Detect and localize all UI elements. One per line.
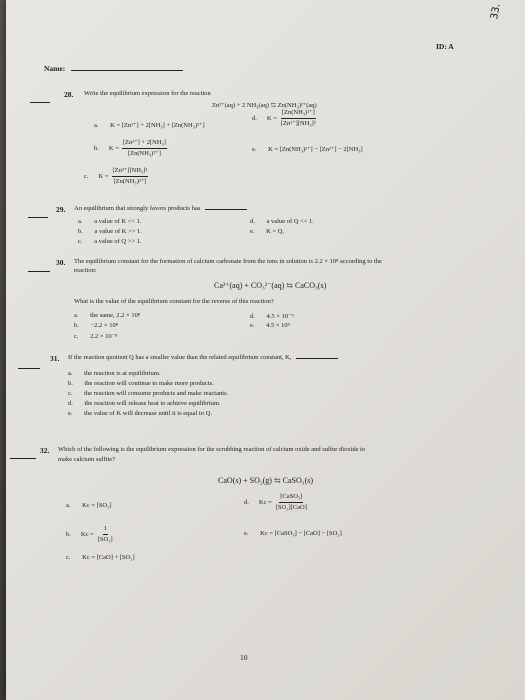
q31-option-b[interactable] bbox=[68, 380, 214, 387]
q29-a-text: a value of K << 1. bbox=[94, 218, 142, 225]
q29-option-a[interactable] bbox=[78, 218, 142, 225]
q29-option-e[interactable] bbox=[250, 228, 284, 235]
q30-option-a[interactable] bbox=[74, 312, 140, 319]
q32-option-d[interactable] bbox=[244, 492, 308, 513]
q32-b-numerator: 1 bbox=[103, 524, 108, 535]
q28-c-numerator: [Zn²⁺][NH₃]² bbox=[112, 166, 149, 177]
q29-option-d[interactable] bbox=[250, 218, 314, 225]
name-field[interactable] bbox=[71, 70, 183, 71]
q30-d-text: 4.5 × 10⁻⁹ bbox=[266, 313, 294, 320]
q28-c-fraction bbox=[112, 166, 149, 187]
q32-b-letter: b. bbox=[66, 531, 71, 538]
q28-b-denominator: [Zn(NH₃)²⁺] bbox=[127, 150, 161, 157]
q32-prompt-line1: Which of the following is the equilibrium expression for the scrubbing reaction of calcium oxide and sulfur dioxide to bbox=[58, 446, 366, 453]
q29-inline-blank[interactable] bbox=[205, 209, 247, 210]
q29-d-text: a value of Q << 1. bbox=[266, 218, 314, 225]
q30-c-text: 2.2 × 10⁻⁸ bbox=[90, 333, 118, 340]
q28-option-d[interactable] bbox=[252, 108, 317, 129]
q32-option-b[interactable] bbox=[66, 524, 114, 545]
q28-option-b[interactable] bbox=[94, 138, 167, 159]
q31-answer-blank[interactable] bbox=[18, 362, 40, 371]
q32-d-numerator: [CaSO₃] bbox=[279, 492, 303, 503]
q31-option-d[interactable] bbox=[68, 400, 221, 407]
q28-b-fraction bbox=[122, 138, 167, 159]
q30-option-e[interactable] bbox=[250, 322, 290, 329]
q29-b-text: a value of K >> 1. bbox=[94, 228, 142, 235]
q30-d-letter: d. bbox=[250, 313, 255, 320]
q28-a-letter: a. bbox=[94, 122, 99, 129]
q30-answer-blank[interactable] bbox=[28, 265, 50, 274]
q31-option-e[interactable] bbox=[68, 410, 212, 417]
q29-a-letter: a. bbox=[78, 218, 83, 225]
q28-d-numerator: [Zn(NH₃)²⁺] bbox=[281, 108, 316, 119]
q32-b-fraction bbox=[97, 524, 114, 545]
q31-c-text: the reaction will consume products and make reactants. bbox=[84, 390, 229, 397]
q28-d-k: K = bbox=[266, 115, 277, 122]
q29-b-letter: b. bbox=[78, 228, 83, 235]
q32-c-text: Kc = [CaO] + [SO₂] bbox=[82, 554, 135, 561]
q30-prompt-line1: The equilibrium constant for the formation of calcium carbonate from the ions in solution is 2.2 × 10⁸ according to the bbox=[74, 258, 382, 265]
q32-a-letter: a. bbox=[66, 502, 71, 509]
q31-e-text: the value of K will decrease until it is equal to Q. bbox=[84, 410, 212, 417]
q30-question: What is the value of the equilibrium constant for the reverse of this reaction? bbox=[74, 298, 274, 305]
q30-e-text: 4.5 × 10⁹ bbox=[266, 322, 290, 329]
q30-a-text: the same, 2.2 × 10⁸ bbox=[90, 312, 141, 319]
q31-b-text: the reaction will continue to make more products. bbox=[84, 380, 214, 387]
q28-prompt: Write the equilibrium expression for the reaction bbox=[84, 90, 211, 97]
q32-e-letter: e. bbox=[244, 530, 249, 537]
q30-b-text: −2.2 × 10⁸ bbox=[90, 322, 118, 329]
q30-reaction: Ca²⁺(aq) + CO₃²⁻(aq) ⇆ CaCO₃(s) bbox=[214, 281, 327, 290]
q31-d-text: the reaction will release heat to achieve equilibrium. bbox=[84, 400, 221, 407]
q28-b-numerator: [Zn²⁺] + 2[NH₃] bbox=[122, 138, 167, 149]
id-label: ID: A bbox=[436, 42, 454, 51]
q28-c-k: K = bbox=[98, 173, 109, 180]
q28-c-denominator: [Zn(NH₃)²⁺] bbox=[113, 178, 147, 185]
q28-b-letter: b. bbox=[94, 145, 99, 152]
q32-a-text: Kc = [SO₂] bbox=[82, 502, 112, 509]
q32-d-fraction bbox=[275, 492, 308, 513]
q32-d-denominator: [SO₂][CaO] bbox=[275, 504, 307, 511]
q32-answer-blank[interactable] bbox=[10, 452, 36, 461]
q29-prompt-text: An equilibrium that strongly favors products has bbox=[74, 205, 201, 212]
q32-d-k: Kc = bbox=[258, 499, 272, 506]
q30-option-c[interactable] bbox=[74, 332, 117, 340]
q32-c-letter: c. bbox=[66, 554, 71, 561]
q28-c-letter: c. bbox=[84, 173, 89, 180]
q30-c-letter: c. bbox=[74, 333, 79, 340]
q28-d-denominator: [Zn²⁺][NH₃]² bbox=[280, 120, 316, 127]
q31-e-letter: e. bbox=[68, 410, 73, 417]
q28-option-c[interactable] bbox=[84, 166, 148, 187]
q31-number: 31. bbox=[50, 354, 60, 363]
page-number-handwritten: 33. bbox=[489, 2, 503, 21]
q32-option-c[interactable] bbox=[66, 554, 135, 561]
q28-reaction: Zn²⁺(aq) + 2 NH₃(aq) ⇆ Zn(NH₃)²⁺(aq) bbox=[212, 102, 317, 109]
q31-b-letter: b. bbox=[68, 380, 73, 387]
q28-b-k: K = bbox=[108, 145, 119, 152]
q29-d-letter: d. bbox=[250, 218, 255, 225]
q28-option-e[interactable] bbox=[252, 145, 363, 153]
q29-option-c[interactable] bbox=[78, 238, 142, 245]
q31-d-letter: d. bbox=[68, 400, 73, 407]
q32-e-text: Kc = [CaSO₃] − [CaO] − [SO₂] bbox=[260, 530, 342, 537]
worksheet-page bbox=[6, 0, 525, 700]
q29-number: 29. bbox=[56, 205, 66, 214]
q29-e-letter: e. bbox=[250, 228, 255, 235]
q30-option-d[interactable] bbox=[250, 312, 294, 320]
q32-d-letter: d. bbox=[244, 499, 249, 506]
q30-b-letter: b. bbox=[74, 322, 79, 329]
q29-c-letter: c. bbox=[78, 238, 83, 245]
q31-option-a[interactable] bbox=[68, 370, 161, 377]
q29-answer-blank[interactable] bbox=[28, 211, 48, 220]
q28-e-letter: e. bbox=[252, 146, 257, 153]
q28-a-text: K = [Zn²⁺] + 2[NH₃] + [Zn(NH₃)²⁺] bbox=[110, 122, 205, 129]
q32-b-k: Kc = bbox=[80, 531, 94, 538]
footer-page-number: 10 bbox=[240, 653, 248, 662]
q32-option-a[interactable] bbox=[66, 502, 112, 509]
q31-a-letter: a. bbox=[68, 370, 73, 377]
q31-c-letter: c. bbox=[68, 390, 73, 397]
q29-e-text: K = Q. bbox=[266, 228, 285, 235]
q31-prompt bbox=[68, 354, 338, 361]
q28-d-fraction bbox=[280, 108, 317, 129]
q28-number: 28. bbox=[64, 90, 74, 99]
q32-prompt-line2: make calcium sulfite? bbox=[58, 456, 116, 463]
q31-a-text: the reaction is at equilibrium. bbox=[84, 370, 161, 377]
q29-prompt bbox=[74, 205, 247, 212]
q29-option-b[interactable] bbox=[78, 228, 142, 235]
q28-d-letter: d. bbox=[252, 115, 257, 122]
q32-number: 32. bbox=[40, 446, 50, 455]
name-label bbox=[44, 64, 183, 73]
name-label-text: Name: bbox=[44, 64, 66, 73]
q30-prompt-line2: reaction: bbox=[74, 267, 97, 274]
q28-answer-blank[interactable] bbox=[30, 96, 50, 105]
q30-a-letter: a. bbox=[74, 312, 79, 319]
q29-c-text: a value of Q >> 1. bbox=[94, 238, 142, 245]
q31-prompt-text: If the reaction quotient Q has a smaller value than the related equilibrium constant, K, bbox=[68, 354, 292, 361]
q31-option-c[interactable] bbox=[68, 390, 228, 397]
q28-e-text: K = [Zn(NH₃)²⁺] − [Zn²⁺] − 2[NH₃] bbox=[268, 146, 363, 153]
q30-number: 30. bbox=[56, 258, 66, 267]
q32-option-e[interactable] bbox=[244, 530, 342, 537]
q30-option-b[interactable] bbox=[74, 322, 118, 329]
q32-b-denominator: [SO₂] bbox=[97, 536, 113, 543]
q32-reaction: CaO(s) + SO₂(g) ⇆ CaSO₃(s) bbox=[218, 476, 314, 485]
q31-inline-blank[interactable] bbox=[296, 358, 338, 359]
q30-e-letter: e. bbox=[250, 322, 255, 329]
q28-option-a[interactable] bbox=[94, 121, 205, 129]
